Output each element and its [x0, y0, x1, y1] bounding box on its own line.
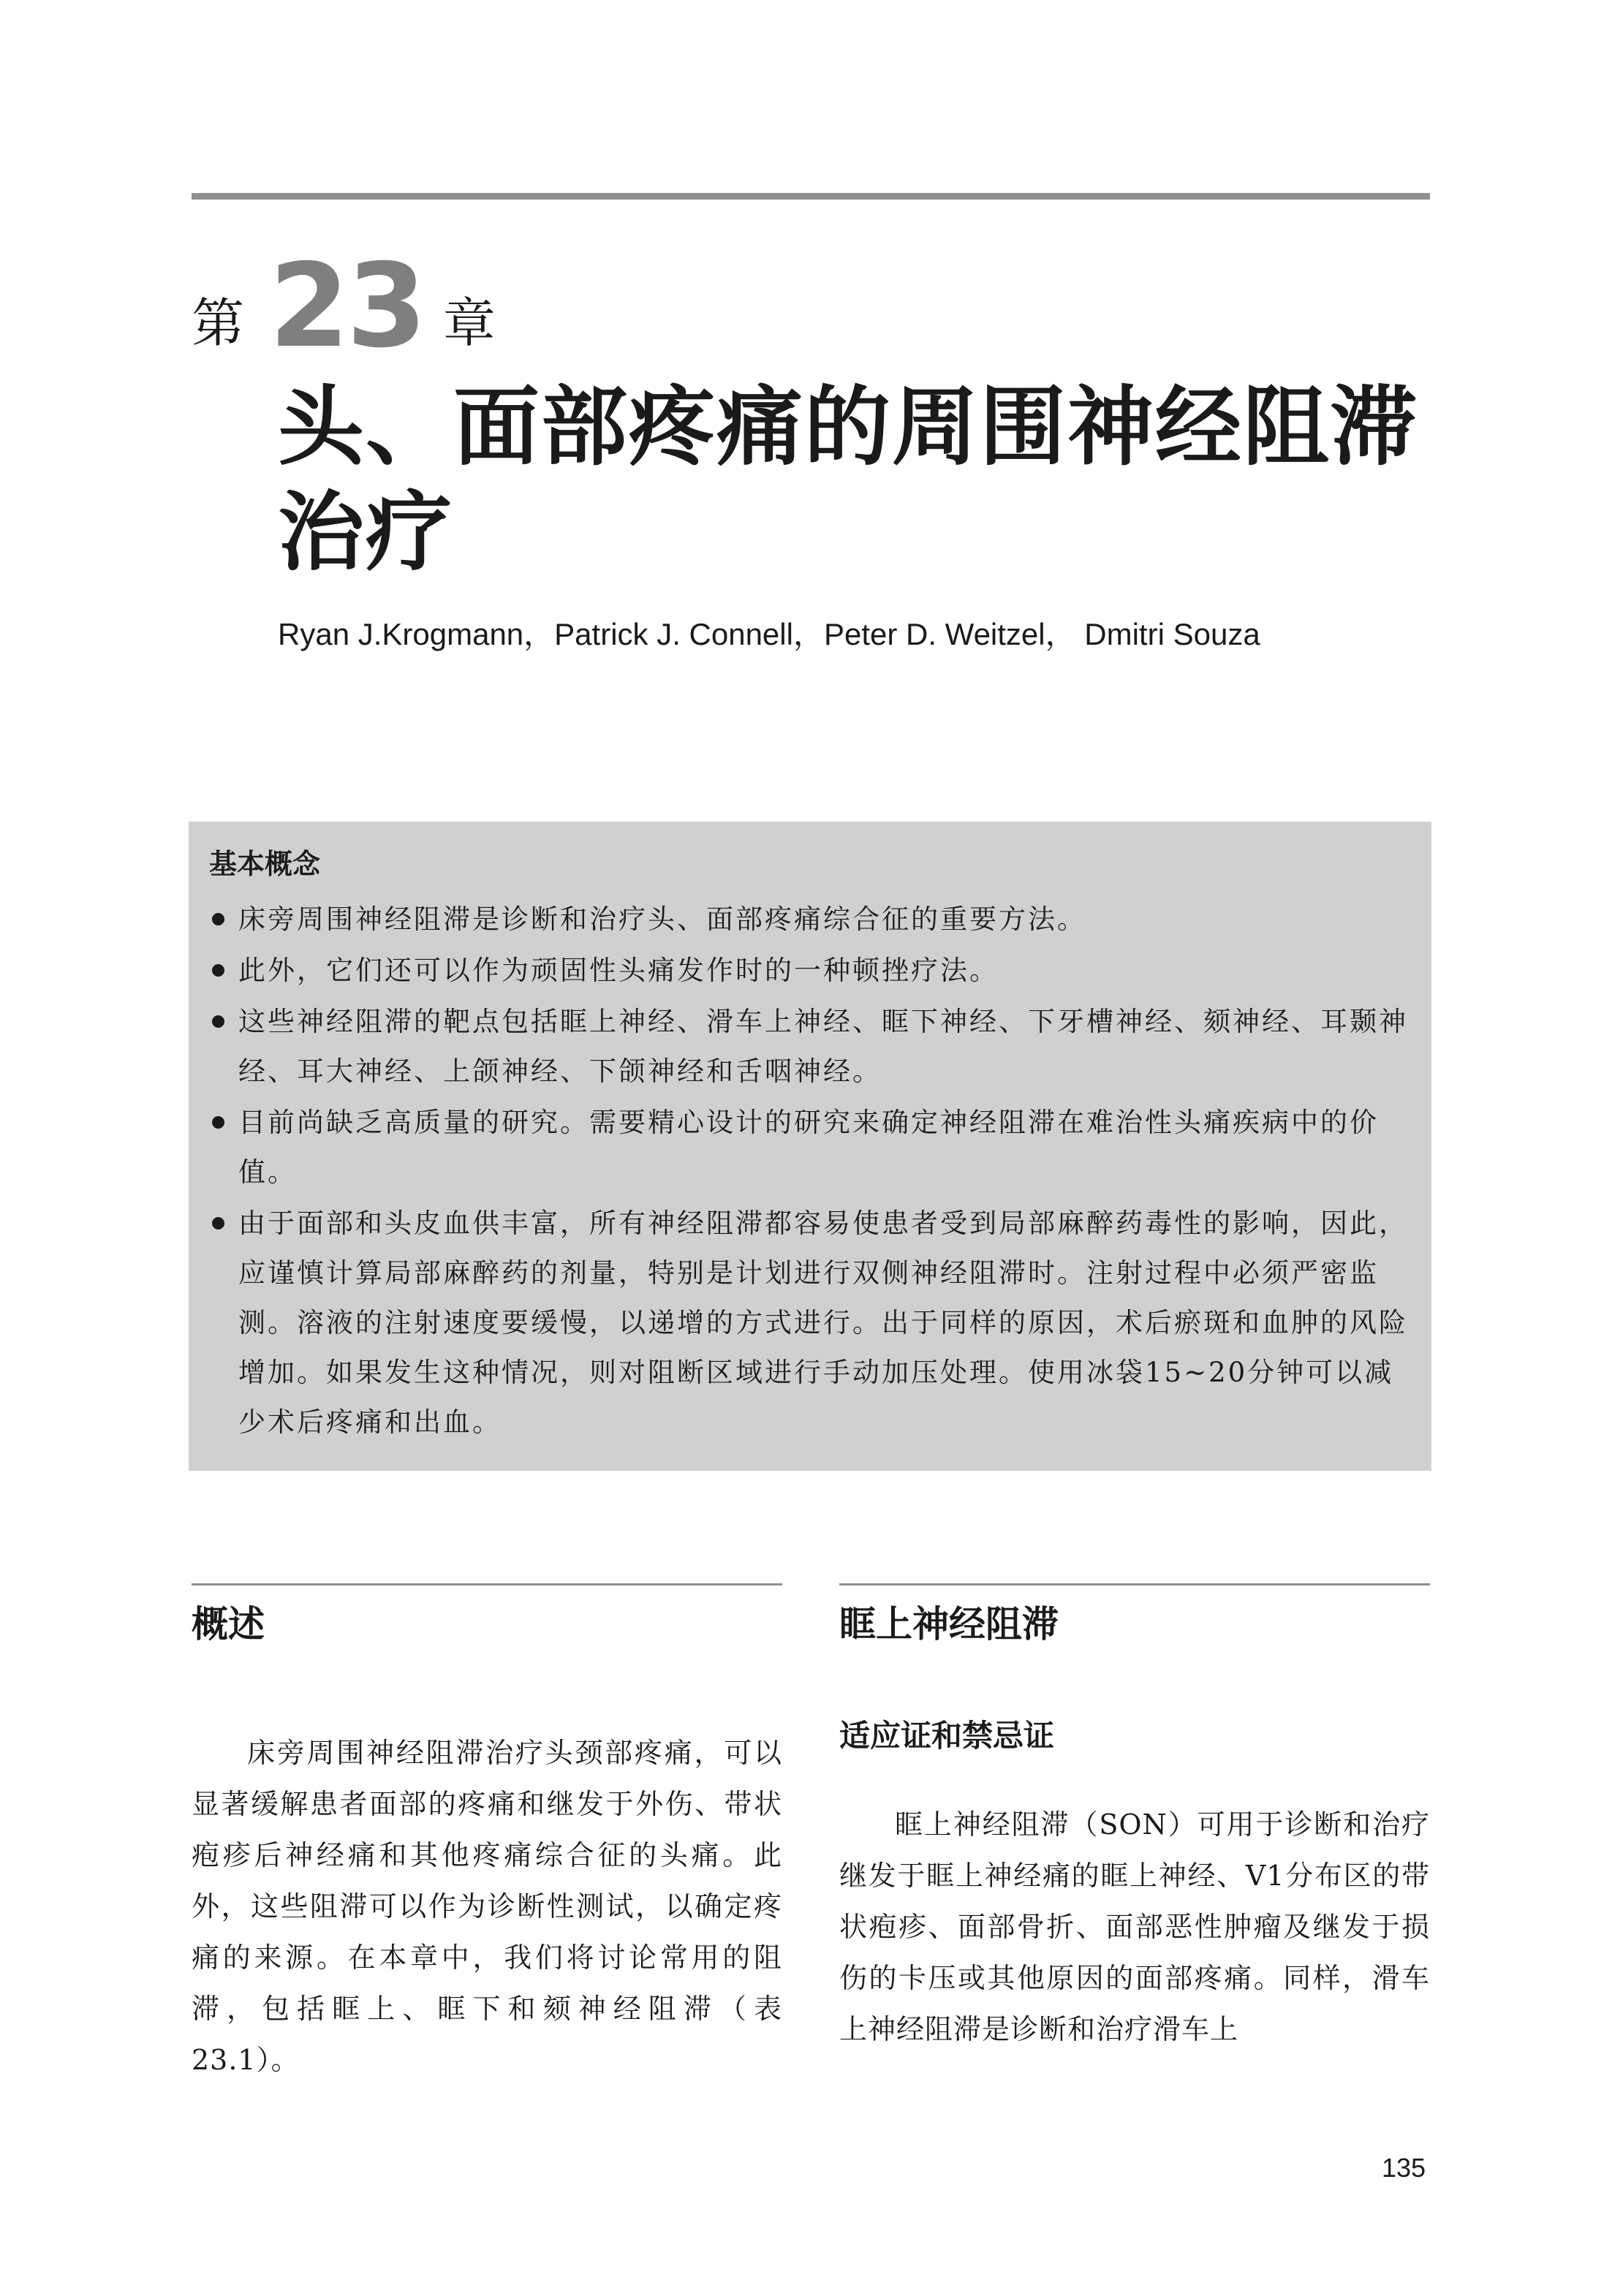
bullet-icon	[212, 913, 224, 925]
concept-item	[206, 946, 1414, 996]
left-column	[192, 1583, 782, 2085]
bullet-icon	[212, 1116, 224, 1129]
supraorbital-block-heading: 眶上神经阻滞	[839, 1603, 1059, 1645]
indications-subheading: 适应证和禁忌证	[839, 1718, 1055, 1754]
overview-heading: 概述	[192, 1603, 265, 1645]
key-concepts-title: 基本概念	[209, 848, 321, 880]
concept-item	[206, 895, 1414, 944]
chapter-label	[192, 239, 496, 374]
bullet-icon	[212, 1217, 224, 1230]
concept-item-text: 这些神经阻滞的靶点包括眶上神经、滑车上神经、眶下神经、下牙槽神经、颏神经、耳颞神经、耳大神经、上颌神经、下颌神经和舌咽神经。	[238, 1006, 1408, 1087]
chapter-title: 头、面部疼痛的周围神经阻滞治疗	[278, 376, 1419, 583]
chapter-prefix: 第	[192, 292, 245, 354]
right-column	[839, 1583, 1430, 2055]
concept-item-text: 由于面部和头皮血供丰富，所有神经阻滞都容易使患者受到局部麻醉药毒性的影响，因此，应谨慎计算局部麻醉药的剂量，特别是计划进行双侧神经阻滞时。注射过程中必须严密监测。溶液的注射速度要缓慢，以递增的方式进行。出于同样的原因，术后瘀斑和血肿的风险增加。如果发生这种情况，则对阻断区域进行手动加压处理。使用冰袋15~20分钟可以减少术后疼痛和出血。	[238, 1208, 1408, 1438]
concept-item	[206, 1098, 1414, 1197]
bullet-icon	[212, 1015, 224, 1028]
key-concepts-box	[189, 822, 1431, 1471]
concept-item-text: 此外，它们还可以作为顽固性头痛发作时的一种顿挫疗法。	[238, 955, 999, 986]
supraorbital-block-body: 眶上神经阻滞（SON）可用于诊断和治疗继发于眶上神经痛的眶上神经、V1分布区的带状疱疹、面部骨折、面部恶性肿瘤及继发于损伤的卡压或其他原因的面部疼痛。同样，滑车上神经阻滞是诊断和治疗滑车上	[839, 1808, 1430, 2045]
key-concepts-list	[206, 895, 1414, 1447]
bullet-icon	[212, 964, 224, 977]
section-rule	[839, 1583, 1430, 1585]
chapter-suffix: 章	[442, 292, 496, 354]
page-number: 135	[1382, 2153, 1426, 2183]
concept-item	[206, 1199, 1414, 1447]
authors: Ryan J.Krogmann，Patrick J. Connell，Peter D. Weitzel， Dmitri Souza	[278, 617, 1260, 651]
concept-item-text: 床旁周围神经阻滞是诊断和治疗头、面部疼痛综合征的重要方法。	[238, 903, 1086, 935]
top-rule	[192, 193, 1430, 200]
overview-body: 床旁周围神经阻滞治疗头颈部疼痛，可以显著缓解患者面部的疼痛和继发于外伤、带状疱疹后神经痛和其他疼痛综合征的头痛。此外，这些阻滞可以作为诊断性测试，以确定疼痛的来源。在本章中，我们将讨论常用的阻滞，包括眶上、眶下和颏神经阻滞（表23.1）。	[192, 1737, 782, 2076]
concept-item	[206, 997, 1414, 1096]
section-rule	[192, 1583, 782, 1585]
chapter-number: 23	[269, 239, 424, 374]
concept-item-text: 目前尚缺乏高质量的研究。需要精心设计的研究来确定神经阻滞在难治性头痛疾病中的价值。	[238, 1107, 1379, 1188]
